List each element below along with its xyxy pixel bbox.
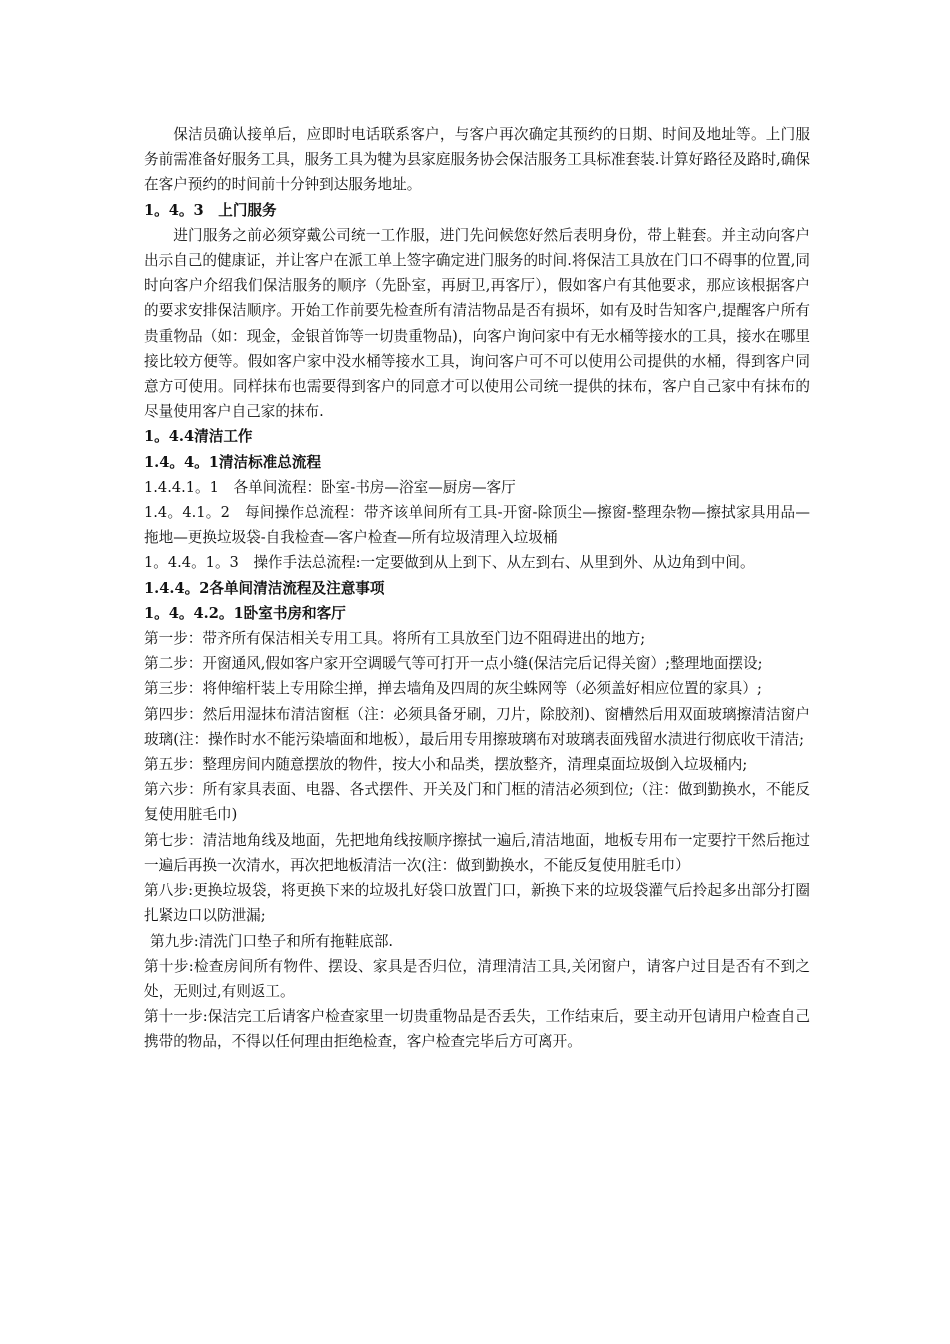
step-item: 第一步：带齐所有保洁相关专用工具。将所有工具放至门边不阻碍进出的地方; (144, 630, 646, 648)
door-service-paragraph: 进门服务之前必须穿戴公司统一工作服，进门先问候您好然后表明身份，带上鞋套。并主动向客户出示自己的健康证，并让客户在派工单上签字确定进门服务的时间.将保洁工具放在门口不碍事的位置,同时向客户介绍我们保洁服务的顺序（先卧室，再厨卫,再客厅），假如客户有其他要求，那应该根据客户的要求安排保洁顺序。开始工作前要先检查所有清洁物品是否有损坏，如有及时告知客户,提醒客户所有贵重物品（如：现金，金银首饰等一切贵重物品)，向客户询问家中有无水桶等接水的工具，接水在哪里接比较方便等。假如客户家中没水桶等接水工具，询问客户可不可以使用公司提供的水桶，得到客户同意方可使用。同样抹布也需要得到客户的同意才可以使用公司统一提供的抹布，客户自己家中有抹布的尽量使用客户自己家的抹布. (144, 226, 811, 421)
step-item: 第三步：将伸缩杆装上专用除尘掸，掸去墙角及四周的灰尘蛛网等（必须盖好相应位置的家具）; (144, 680, 762, 698)
step-item: 第七步：清洁地角线及地面，先把地角线按顺序擦拭一遍后,清洁地面，地板专用布一定要拧干然后拖过一遍后再换一次清水，再次把地板清洁一次(注：做到勤换水，不能反复使用脏毛巾） (144, 831, 810, 874)
flow-item-3: 1。4.4。1。3 操作手法总流程:一定要做到从上到下、从左到右、从里到外、从边角到中间。 (144, 554, 755, 572)
document-page (144, 122, 810, 1055)
step-item: 第十一步:保洁完工后请客户检查家里一切贵重物品是否丢失，工作结束后，要主动开包请用户检查自己携带的物品，不得以任何理由拒绝检查，客户检查完毕后方可离开。 (144, 1008, 810, 1051)
step-item: 第四步：然后用湿抹布清洁窗框（注：必须具备牙刷，刀片，除胶剂)、窗槽然后用双面玻璃擦清洁窗户玻璃(注：操作时水不能污染墙面和地板），最后用专用擦玻璃布对玻璃表面残留水渍进行彻底收干清洁; (144, 705, 810, 748)
step-item: 第五步：整理房间内随意摆放的物件，按大小和品类，摆放整齐，清理桌面垃圾倒入垃圾桶内; (144, 756, 748, 774)
section-heading-1-4-4: 1。4.4清洁工作 (144, 428, 253, 446)
intro-paragraph: 保洁员确认接单后，应即时电话联系客户，与客户再次确定其预约的日期、时间及地址等。上门服务前需准备好服务工具，服务工具为犍为县家庭服务协会保洁服务工具标准套装.计算好路径及路时,确保在客户预约的时间前十分钟到达服务地址。 (144, 126, 811, 194)
flow-item-1: 1.4.4.1。1 各单间流程：卧室-书房—浴室—厨房—客厅 (144, 478, 516, 496)
section-heading-1-4-4-1: 1.4。4。1清洁标准总流程 (144, 453, 322, 471)
step-item: 第六步：所有家具表面、电器、各式摆件、开关及门和门框的清洁必须到位;（注：做到勤换水，不能反复使用脏毛巾) (144, 781, 810, 824)
flow-item-2: 1.4。4.1。2 每间操作总流程：带齐该单间所有工具-开窗-除顶尘—擦窗-整理杂物—擦拭家具用品—拖地—更换垃圾袋-自我检查—客户检查—所有垃圾清理入垃圾桶 (144, 504, 810, 547)
step-item: 第八步:更换垃圾袋，将更换下来的垃圾扎好袋口放置门口，新换下来的垃圾袋灌气后拎起多出部分打圈扎紧边口以防泄漏; (144, 882, 810, 925)
section-heading-1-4-4-2: 1.4.4。2各单间清洁流程及注意事项 (144, 579, 385, 597)
section-heading-1-4-3: 1。4。3 上门服务 (144, 201, 277, 219)
section-heading-1-4-4-2-1: 1。4。4.2。1卧室书房和客厅 (144, 604, 346, 622)
step-item: 第九步:清洗门口垫子和所有拖鞋底部. (150, 932, 394, 950)
step-item: 第二步：开窗通风,假如客户家开空调暖气等可打开一点小缝(保洁完后记得关窗）;整理地面摆设; (144, 655, 763, 673)
step-item: 第十步:检查房间所有物件、摆设、家具是否归位，清理清洁工具,关闭窗户，请客户过目是否有不到之处，无则过,有则返工。 (144, 957, 810, 1000)
